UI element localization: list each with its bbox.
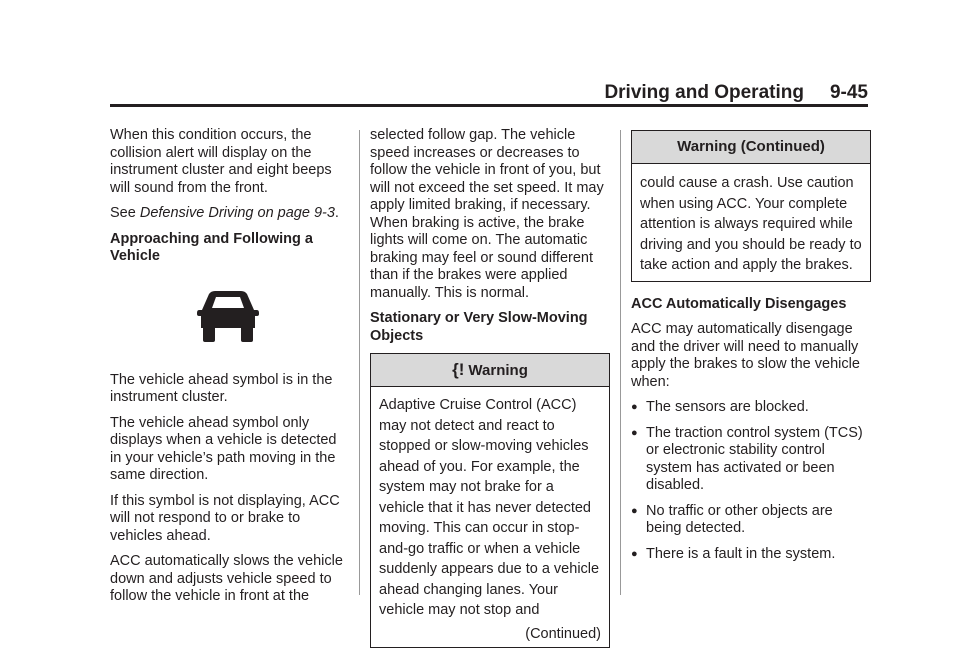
list-item: ● The traction control system (TCS) or electronic stability control system has activated or been disabled. <box>631 424 863 493</box>
paragraph: The vehicle ahead symbol only displays when a vehicle is detected in your vehicle’s path moving in the same direction. <box>110 414 337 483</box>
warning-title: {! Warning <box>371 354 609 387</box>
warning-box <box>370 353 610 648</box>
cross-reference-link[interactable]: Defensive Driving on page 9-3 <box>139 205 335 221</box>
list-item: ● No traffic or other objects are being detected. <box>631 502 833 536</box>
warning-box-continued <box>631 130 871 282</box>
column-divider <box>620 130 621 595</box>
bullet-list <box>631 399 871 563</box>
paragraph: The vehicle ahead symbol is in the instrument cluster. <box>110 371 333 405</box>
page-number: 9-45 <box>829 82 868 103</box>
warning-symbol-icon: {! <box>452 360 465 379</box>
paragraph: ACC may automatically disengage and the driver will need to manually apply the brakes to slow the vehicle when: <box>631 321 860 390</box>
section-title: Driving and Operating <box>604 82 804 103</box>
header-rule <box>110 104 868 107</box>
section-heading: Approaching and Following a Vehicle <box>110 230 313 264</box>
list-item: ● The sensors are blocked. <box>631 399 809 415</box>
column-left <box>110 127 350 614</box>
see-reference: See Defensive Driving on page 9-3. <box>110 205 339 221</box>
bullet-icon: ● <box>631 401 638 413</box>
column-divider <box>359 130 360 595</box>
paragraph: ACC automatically slows the vehicle down and adjusts vehicle speed to follow the vehicle in front at the <box>110 553 343 604</box>
section-heading: Stationary or Very Slow-Moving Objects <box>370 310 588 344</box>
paragraph: selected follow gap. The vehicle speed increases or decreases to follow the vehicle in front of you, but will not exceed the set speed. It may apply limited braking, if necessary. When braking is active, the brake lights will come on. The automatic braking may feel or sound different than if the brakes were applied manually. This is normal. <box>370 127 604 301</box>
warning-title: Warning (Continued) <box>632 131 870 164</box>
warning-body: Adaptive Cruise Control (ACC) may not detect and react to stopped or slow-moving vehicles ahead of you. For example, the system may not brake for a vehicle that it has never detected moving. This can occur in stop-and-go traffic or when a vehicle suddenly appears due to a vehicle ahead changing lanes. Your vehicle may not stop and <box>379 397 600 618</box>
list-item: ● There is a fault in the system. <box>631 545 836 562</box>
bullet-icon: ● <box>631 426 638 439</box>
column-right <box>631 127 871 571</box>
column-middle <box>370 127 610 648</box>
paragraph: If this symbol is not displaying, ACC will not respond to or brake to vehicles ahead. <box>110 492 340 544</box>
warning-body: could cause a crash. Use caution when using ACC. Your complete attention is always required while driving and you should be ready to take action and apply the brakes. <box>640 175 862 273</box>
vehicle-ahead-icon <box>196 290 260 342</box>
page-header <box>110 80 868 106</box>
paragraph: When this condition occurs, the collision alert will display on the instrument cluster and eight beeps will sound from the front. <box>110 127 332 196</box>
section-heading: ACC Automatically Disengages <box>631 295 847 312</box>
continued-label: (Continued) <box>525 625 601 642</box>
bullet-icon: ● <box>631 547 638 560</box>
bullet-icon: ● <box>631 504 638 517</box>
